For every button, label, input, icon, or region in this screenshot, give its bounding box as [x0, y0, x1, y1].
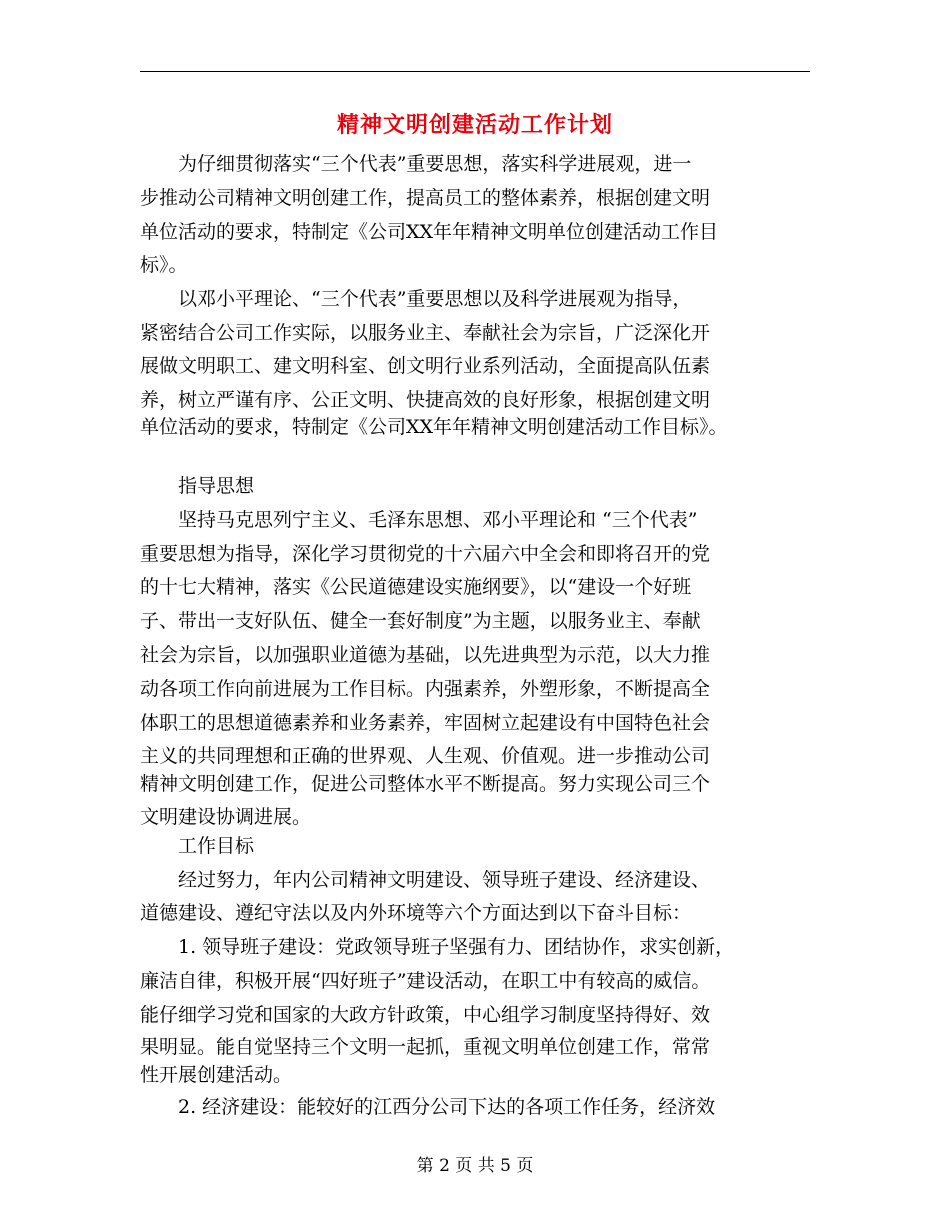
body-line: 文明建设协调进展。 [140, 806, 312, 828]
body-line: 养，树立严谨有序、公正文明、快捷高效的良好形象，根据创建文明 [140, 389, 711, 411]
body-line: 能仔细学习党和国家的大政方针政策，中心组学习制度坚持得好、效 [140, 1004, 711, 1026]
body-line: 道德建设、遵纪守法以及内外环境等六个方面达到以下奋斗目标： [140, 902, 692, 924]
body-line: 以邓小平理论、“三个代表”重要思想以及科学进展观为指导， [140, 288, 692, 310]
page-number: 第 2 页 共 5 页 [416, 1156, 534, 1176]
body-line: 经过努力，年内公司精神文明建设、领导班子建设、经济建设、 [140, 869, 711, 891]
body-line: 紧密结合公司工作实际，以服务业主、奉献社会为宗旨，广泛深化开 [140, 322, 711, 344]
body-line: 精神文明创建工作，促进公司整体水平不断提高。努力实现公司三个 [140, 773, 711, 795]
body-line: 重要思想为指导，深化学习贯彻党的十六届六中全会和即将召开的党 [140, 543, 711, 565]
body-line: 坚持马克思列宁主义、毛泽东思想、邓小平理论和 “三个代表” [140, 509, 698, 531]
body-line: 体职工的思想道德素养和业务素养，牢固树立起建设有中国特色社会 [140, 712, 711, 734]
body-line: 主义的共同理想和正确的世界观、人生观、价值观。进一步推动公司 [140, 745, 711, 767]
body-line: 1. 领导班子建设：党政领导班子坚强有力、团结协作，求实创新， [140, 936, 735, 958]
body-line: 单位活动的要求，特制定《公司XX年年精神文明单位创建活动工作目 [140, 221, 719, 243]
body-line: 果明显。能自觉坚持三个文明一起抓，重视文明单位创建工作，常常 [140, 1036, 711, 1058]
body-line: 动各项工作向前进展为工作目标。内强素养，外塑形象，不断提高全 [140, 678, 711, 700]
body-line: 的十七大精神，落实《公民道德建设实施纲要》，以“建设一个好班 [140, 576, 692, 598]
body-line: 标》。 [140, 254, 188, 276]
section-heading: 工作目标 [140, 835, 255, 857]
body-line: 社会为宗旨，以加强职业道德为基础，以先进典型为示范，以大力推 [140, 644, 711, 666]
body-line: 展做文明职工、建文明科室、创文明行业系列活动，全面提高队伍素 [140, 355, 711, 377]
body-line: 为仔细贯彻落实“三个代表”重要思想，落实科学进展观，进一 [140, 153, 692, 175]
header-rule [140, 71, 810, 72]
body-line: 性开展创建活动。 [140, 1064, 293, 1086]
body-line: 廉洁自律，积极开展“四好班子”建设活动，在职工中有较高的威信。 [140, 970, 711, 992]
document-title: 精神文明创建活动工作计划 [336, 112, 613, 138]
section-heading: 指导思想 [140, 475, 255, 497]
body-line: 2. 经济建设：能较好的江西分公司下达的各项工作任务，经济效 [140, 1096, 716, 1118]
body-line: 步推动公司精神文明创建工作，提高员工的整体素养，根据创建文明 [140, 187, 711, 209]
body-line: 子、带出一支好队伍、健全一套好制度”为主题，以服务业主、奉献 [140, 610, 701, 632]
body-line: 单位活动的要求，特制定《公司XX年年精神文明创建活动工作目标》。 [140, 416, 728, 438]
